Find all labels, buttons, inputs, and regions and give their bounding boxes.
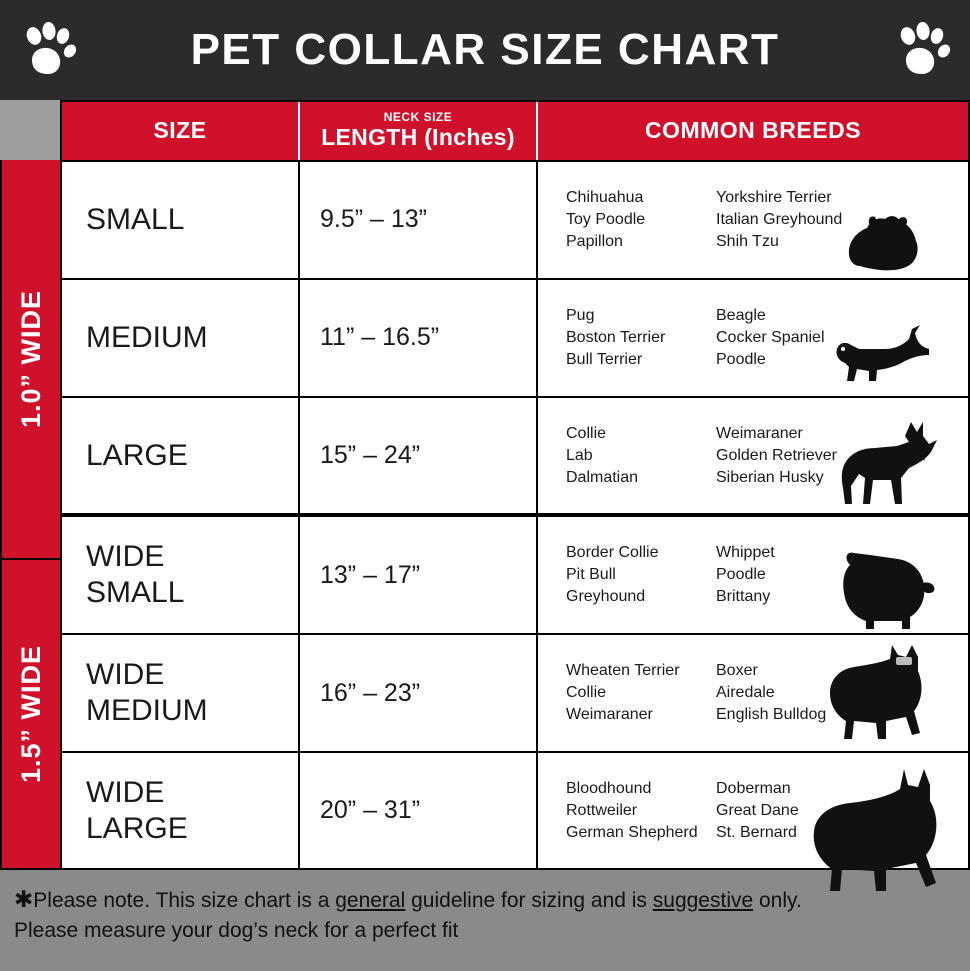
width-group-1-5: [0, 560, 62, 870]
row-size-label: [62, 753, 300, 868]
table-row: [62, 633, 968, 751]
breed-column-1: [566, 660, 716, 726]
row-breeds: [538, 280, 968, 396]
row-size-line1: WIDE: [86, 775, 165, 809]
row-size-text: SMALL: [86, 202, 185, 236]
breed-item: Border Collie: [566, 544, 659, 562]
breed-item: Bloodhound: [566, 779, 652, 797]
breed-item: Collie: [566, 684, 607, 702]
table-row: [62, 751, 968, 868]
table-row: [62, 396, 968, 514]
breed-item: Chihuahua: [566, 188, 644, 206]
row-size-label: [62, 280, 300, 396]
breed-column-2: [716, 305, 876, 371]
width-group-1-0-label: 1.0” WIDE: [15, 289, 46, 429]
footer-text-b: guideline for sizing and is: [405, 889, 653, 912]
column-header-size: SIZE: [62, 102, 300, 160]
chart-header: [0, 0, 970, 100]
row-length-value: 11” – 16.5”: [300, 280, 538, 396]
breed-item: Wheaten Terrier: [566, 662, 680, 680]
row-size-line2: SMALL: [86, 576, 185, 610]
breed-item: Bull Terrier: [566, 350, 643, 368]
breed-column-1: [566, 778, 716, 844]
row-size-label: [62, 162, 300, 278]
table-body: [62, 100, 970, 870]
breed-item: Italian Greyhound: [716, 210, 843, 228]
breed-item: Weimaraner: [716, 424, 803, 442]
breed-item: St. Bernard: [716, 823, 797, 841]
row-breeds: [538, 162, 968, 278]
row-size-text: [86, 657, 208, 729]
breed-column-1: [566, 542, 716, 608]
row-size-label: [62, 517, 300, 633]
breed-item: Dalmatian: [566, 468, 639, 486]
row-size-text: [86, 539, 184, 611]
row-size-text: [86, 775, 188, 847]
column-header-length-label: LENGTH (Inches): [321, 123, 515, 150]
width-group-1-0: [0, 160, 62, 560]
breed-item: English Bulldog: [716, 706, 827, 724]
row-size-line1: WIDE: [86, 658, 165, 692]
breed-item: Collie: [566, 424, 607, 442]
column-header-common-breeds: COMMON BREEDS: [644, 117, 862, 144]
breed-item: Papillon: [566, 232, 623, 250]
row-length-value: 16” – 23”: [300, 635, 538, 751]
column-header-neck-size-label: NECK SIZE: [383, 109, 453, 124]
row-size-label: [62, 635, 300, 751]
paw-icon: [892, 20, 952, 80]
breed-item: Boston Terrier: [566, 328, 666, 346]
breed-column-2: [716, 423, 876, 489]
breed-column-2: [716, 660, 876, 726]
breed-item: Siberian Husky: [716, 468, 824, 486]
page-title: PET COLLAR SIZE CHART: [190, 25, 780, 74]
table-row: [62, 278, 968, 396]
footer-underline-suggestive: suggestive: [652, 889, 754, 912]
row-size-line2: LARGE: [86, 811, 188, 845]
breed-item: German Shepherd: [566, 823, 698, 841]
breed-item: Rottweiler: [566, 801, 638, 819]
breed-item: Boxer: [716, 662, 758, 680]
breed-item: Shih Tzu: [716, 232, 779, 250]
column-header-neck-length: [300, 102, 538, 160]
breed-item: Poodle: [716, 566, 766, 584]
breed-item: Toy Poodle: [566, 210, 646, 228]
breed-item: Weimaraner: [566, 706, 653, 724]
row-size-label: [62, 398, 300, 514]
footer-text-a: Please note. This size chart is a: [33, 889, 336, 912]
row-breeds: [538, 398, 968, 514]
breed-column-1: [566, 423, 716, 489]
width-group-column: [0, 100, 62, 870]
breed-item: Greyhound: [566, 588, 646, 606]
row-length-value: 20” – 31”: [300, 753, 538, 868]
paw-icon: [18, 20, 78, 80]
breed-item: Yorkshire Terrier: [716, 188, 832, 206]
row-length-value: 13” – 17”: [300, 517, 538, 633]
size-chart-table: [0, 100, 970, 870]
breed-item: Golden Retriever: [716, 446, 837, 464]
footer-line-1: [14, 884, 956, 916]
row-breeds: [538, 635, 968, 751]
footer-text-c: only.: [753, 889, 802, 912]
breed-item: Great Dane: [716, 801, 799, 819]
row-size-text: MEDIUM: [86, 320, 208, 354]
breed-column-1: [566, 305, 716, 371]
footer-note: [0, 870, 970, 971]
breed-item: Brittany: [716, 588, 771, 606]
row-size-line1: WIDE: [86, 540, 165, 574]
breed-item: Poodle: [716, 350, 766, 368]
table-corner-cell: [0, 100, 62, 160]
breed-item: Lab: [566, 446, 593, 464]
breed-column-2: [716, 778, 876, 844]
breed-item: Whippet: [716, 544, 775, 562]
breed-column-2: [716, 542, 876, 608]
row-size-line2: MEDIUM: [86, 694, 208, 728]
table-header-row: [62, 102, 968, 160]
breed-item: Pit Bull: [566, 566, 616, 584]
row-size-text: LARGE: [86, 438, 188, 472]
breed-item: Doberman: [716, 779, 791, 797]
breed-column-2: [716, 187, 876, 253]
breed-item: Cocker Spaniel: [716, 328, 825, 346]
breed-column-1: [566, 187, 716, 253]
asterisk-icon: ✱: [14, 886, 34, 912]
breed-item: Beagle: [716, 306, 766, 324]
row-length-value: 9.5” – 13”: [300, 162, 538, 278]
footer-underline-general: general: [335, 889, 406, 912]
breed-item: Airedale: [716, 684, 775, 702]
breed-item: Pug: [566, 306, 595, 324]
table-row: [62, 160, 968, 278]
table-row: [62, 513, 968, 633]
row-length-value: 15” – 24”: [300, 398, 538, 514]
row-breeds: [538, 753, 968, 868]
row-breeds: [538, 517, 968, 633]
footer-line-2: Please measure your dog’s neck for a perfect fit: [14, 919, 459, 942]
width-group-1-5-label: 1.5” WIDE: [15, 644, 46, 784]
